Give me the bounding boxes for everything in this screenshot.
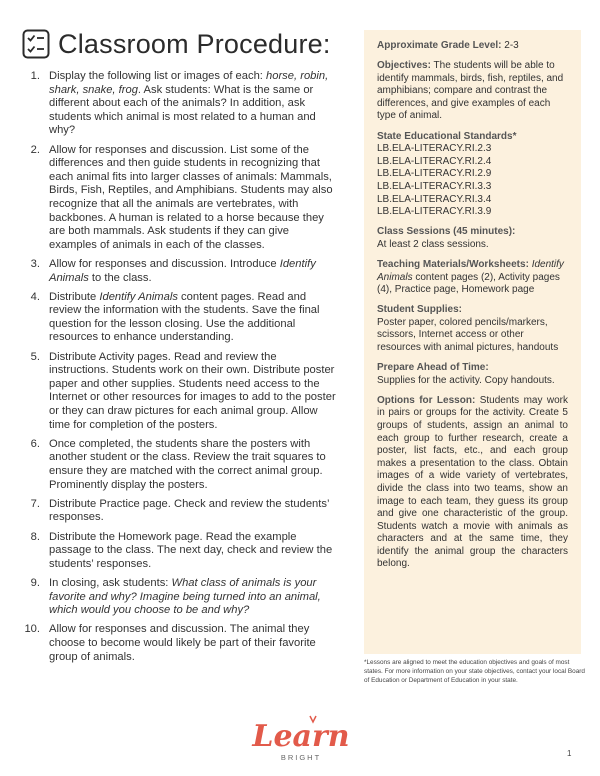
student-supplies: Student Supplies: Poster paper, colored pencils/markers, scissors, Internet access or other resources with animal pictures, handouts — [377, 304, 559, 353]
standard-item: LB.ELA-LITERACY.RI.2.4 — [377, 155, 492, 167]
step-text-part: Identify Animals — [99, 290, 178, 303]
teaching-materials: Teaching Materials/Worksheets: Identify Animals content pages (2), Activity pages (4), Practice page, Homework page — [377, 258, 564, 296]
step-text — [49, 577, 338, 618]
step-number: 10. — [24, 623, 40, 636]
step-text-part: Allow for responses and discussion. Introduce — [49, 257, 280, 270]
class-sessions: Class Sessions (45 minutes): At least 2 class sessions. — [377, 226, 516, 250]
state-standards: State Educational Standards* LB.ELA-LITERACY.RI.2.3 LB.ELA-LITERACY.RI.2.4 LB.ELA-LITERACY.RI.2.9 LB.ELA-LITERACY.RI.3.3 LB.ELA-LITERACY.RI.3.4 LB.ELA-LITERACY.RI.3.9 — [377, 131, 568, 219]
step-text-part: Distribute Practice page. Check and review the students’ responses. — [49, 497, 330, 524]
step-number: 3. — [30, 257, 40, 270]
step-number: 2. — [30, 143, 40, 156]
step-text-part: horse, robin, shark, snake, frog — [49, 70, 329, 96]
standards-footnote: *Lessons are aligned to meet the education objectives and goals of most states. For more information on your state objectives, contact your local Board of Education or Department of Education in your state. — [364, 659, 585, 684]
procedure-step — [18, 498, 338, 525]
page-header — [22, 24, 331, 64]
step-text — [49, 498, 338, 525]
step-text — [49, 438, 338, 492]
step-text-part: In closing, ask students: — [49, 576, 172, 589]
standard-item: LB.ELA-LITERACY.RI.3.9 — [377, 206, 492, 218]
procedure-step — [18, 531, 338, 572]
lesson-options: Options for Lesson: Students may work in pairs or groups for the activity. Create 5 groups of students, assign an animal to each group to further research, create a poster, list facts, etc., and each group makes a presentation to the class. Obtain images of a wide variety of vertebrates, divide the class into two teams, show an image to each team, they guess its group and give one characteristic of the group. Students watch a movie with animals as characters and at the same time, they identify the animal group the characters belong. — [377, 394, 569, 570]
step-text — [49, 258, 338, 285]
learn-bright-logo — [236, 713, 366, 765]
procedure-step — [18, 258, 338, 285]
step-number: 5. — [30, 350, 40, 363]
step-text-part: Allow for responses and discussion. The animal they choose to become would likely be part of their favorite group of animals. — [49, 623, 316, 663]
step-text-part: What class of animals is your favorite and why? Imagine being turned into an animal, which would you choose to be and why? — [49, 576, 321, 617]
step-text-part: Allow for responses and discussion. List some of the differences and then guide students in recognizing that each animal fits into larger classes of animals: Mammals, Birds, Fish, Reptiles, and Amphibians. Students may also recognize that all the animals are vertebrates, with backbones. A human is related to a horse because they are both mammals. Ask students if they can give examples of animals in each of the classes. — [49, 143, 333, 251]
procedure-step — [18, 70, 338, 138]
procedure-step — [18, 438, 338, 492]
lesson-info-panel — [364, 30, 581, 654]
step-text-part: Once completed, the students share the posters with another student or the class. Review the trait squares to ensure they are matched with the correct animal group. Prominently display the posters. — [49, 437, 326, 491]
step-text-part: to the class. — [88, 271, 152, 284]
standard-item: LB.ELA-LITERACY.RI.3.3 — [377, 180, 492, 192]
procedure-step — [18, 351, 338, 433]
step-number: 8. — [30, 530, 40, 543]
procedure-step — [18, 623, 338, 664]
page-title: Classroom Procedure: — [58, 28, 331, 59]
step-text — [49, 351, 338, 433]
procedure-step — [18, 577, 338, 618]
step-text-part: Distribute the Homework page. Read the example passage to the class. The next day, check and review the students’ responses. — [49, 530, 333, 570]
procedure-step — [18, 291, 338, 345]
step-text-part: content pages. Read and review the information with the students. Save the final question for the lesson closing. Use the additional resources to enhance understanding. — [49, 290, 320, 344]
step-text — [49, 70, 338, 138]
step-text-part: . Ask students: What is the same or different about each of the animals? In addition, ask students which animal is most related to a human and why? — [49, 83, 316, 137]
step-text — [49, 531, 338, 572]
step-text-part: Display the following list or images of each: — [49, 70, 267, 82]
standard-item: LB.ELA-LITERACY.RI.2.3 — [377, 143, 492, 155]
step-number: 6. — [30, 437, 40, 450]
step-text-part: Distribute Activity pages. Read and review the instructions. Students work on their own. Distribute poster paper and other supplies. Students need access to the Internet or other resources for images to add to the poster or they can draw pictures for each animal group. Allow time for completion of the posters. — [49, 350, 336, 431]
step-text — [49, 291, 338, 345]
step-number: 1. — [30, 70, 40, 82]
standard-item: LB.ELA-LITERACY.RI.2.9 — [377, 168, 492, 180]
page-number: 1 — [567, 749, 572, 758]
step-text — [49, 144, 338, 253]
standard-item: LB.ELA-LITERACY.RI.3.4 — [377, 193, 492, 205]
step-text-part: Distribute — [49, 290, 100, 303]
objectives: Objectives: The students will be able to identify mammals, birds, fish, reptiles, and amphibians; compare and contrast the differences, and give examples of each type of animal. — [377, 60, 564, 122]
procedure-steps-list — [18, 70, 338, 670]
step-text-part: Identify Animals — [49, 257, 316, 284]
grade-level: Approximate Grade Level: 2-3 — [377, 40, 519, 51]
logo-word: Learn — [252, 719, 350, 754]
procedure-step — [18, 144, 338, 253]
step-number: 4. — [30, 290, 40, 303]
prepare-ahead: Prepare Ahead of Time: Supplies for the activity. Copy handouts. — [377, 362, 555, 386]
step-text — [49, 623, 338, 664]
logo-sub: BRIGHT — [280, 753, 322, 762]
checklist-icon — [22, 29, 50, 59]
step-number: 7. — [30, 497, 40, 510]
step-number: 9. — [30, 576, 40, 589]
